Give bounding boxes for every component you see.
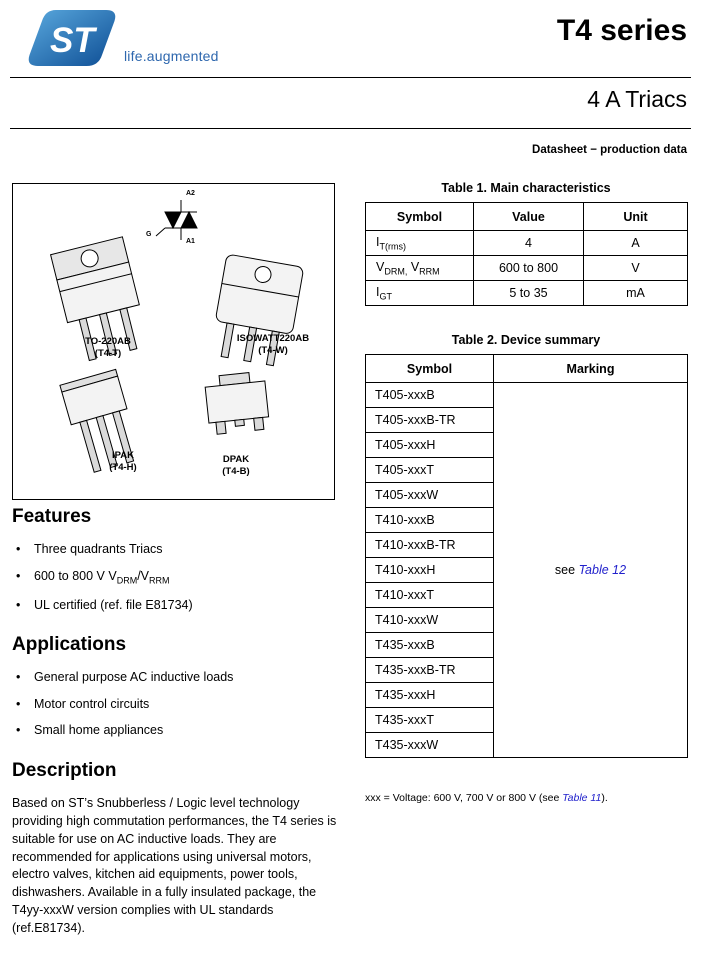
marking-cell [494,383,688,758]
device-symbol-cell: T410-xxxW [366,608,494,633]
feature-item-label: Three quadrants Triacs [34,542,163,556]
device-symbol-cell: T435-xxxB-TR [366,658,494,683]
package-name: DPAK [222,454,250,465]
package-label-isowatt220ab [208,333,338,357]
st-logo [28,8,120,73]
device-symbol-cell: T410-xxxH [366,558,494,583]
device-symbol-cell: T410-xxxT [366,583,494,608]
table1-section [365,181,687,306]
page-subtitle: 4 A Triacs [587,86,687,112]
application-item-label: Motor control circuits [34,696,150,711]
application-item-label: Small home appliances [34,723,164,738]
voltage-footnote [365,792,695,804]
device-symbol-cell: T435-xxxT [366,708,494,733]
table1-main-characteristics [365,202,688,306]
table2-header-row [366,355,688,383]
table1-value-cell: 4 [474,231,584,256]
feature-item [12,568,348,587]
table1-col-value: Value [474,203,584,231]
feature-item-subscript: DRM [116,575,138,585]
device-symbol-cell: T410-xxxB [366,508,494,533]
package-variant: (T4-H) [109,461,137,473]
device-symbol-cell: T405-xxxT [366,458,494,483]
package-name: ISOWATT220AB [236,333,310,344]
package-variant: (T4-B) [222,465,250,477]
applications-heading: Applications [12,634,127,656]
table1-unit-cell: V [584,256,688,281]
subtitle-divider [10,128,691,129]
table1-header-row [366,203,688,231]
package-variant: (T4-W) [258,344,288,356]
package-variant: (T4-T) [94,347,122,359]
device-symbol-cell: T410-xxxB-TR [366,533,494,558]
package-name: IPAK [112,450,134,461]
application-item [12,696,348,713]
feature-item [12,597,348,614]
footnote-prefix: xxx = Voltage: 600 V, 700 V or 800 V (see [365,792,563,804]
package-name: TO-220AB [85,336,131,347]
symbol-subscript: GT [379,291,392,302]
device-symbol-cell: T435-xxxH [366,683,494,708]
page-title: T4 series [556,14,687,47]
symbol-subscript: RRM [419,266,440,277]
marking-prefix: see [554,563,579,577]
device-symbol-cell: T405-xxxW [366,483,494,508]
device-symbol-cell: T435-xxxW [366,733,494,758]
symbol-text: V [376,259,385,274]
table1-row [366,256,688,281]
package-label-ipak [68,450,178,474]
table2-title: Table 2. Device summary [451,333,601,347]
description-heading: Description [12,759,117,781]
device-symbol-cell: T405-xxxB [366,383,494,408]
table1-row [366,281,688,306]
symbol-text: I [376,234,380,249]
table1-title: Table 1. Main characteristics [441,181,611,195]
table1-unit-cell: mA [584,281,688,306]
application-item [12,669,348,686]
header-divider [10,77,691,78]
device-symbol-cell: T435-xxxB [366,633,494,658]
feature-item-label-part: 600 to 800 V V [34,568,117,583]
table1-value-cell: 600 to 800 [474,256,584,281]
table1-value-cell: 5 to 35 [474,281,584,306]
table2-col-marking: Marking [494,355,688,383]
device-symbol-cell: T405-xxxH [366,433,494,458]
features-heading: Features [12,506,92,527]
feature-item [12,541,348,558]
left-column [12,506,348,938]
st-logo-letters: ST [50,21,95,60]
table1-row [366,231,688,256]
description-body: Based on ST’s Snubberless / Logic level technology providing high commutation performances, the T4 series is suitable for use on AC inductive loads. They are recommended for applications using universal motors, electro valves, kitchen aid equipments, power tools, dishwashers. Available in a fully insulated package, the T4yy-xxxW version complies with UL standards (ref.E81734). [12,795,337,935]
table1-col-unit: Unit [584,203,688,231]
feature-item-label-part: /V [137,568,150,583]
footnote-suffix: ). [601,792,608,804]
application-item-label: General purpose AC inductive loads [34,670,234,685]
package-label-to220ab [53,336,163,360]
triac-symbol-icon [156,200,197,240]
table1-symbol-cell [366,231,474,256]
symbol-text: V [407,259,420,274]
table11-link[interactable]: Table 11 [562,792,602,804]
st-logo-graphic [28,8,120,68]
table1-col-symbol: Symbol [366,203,474,231]
triac-g-label: G [146,231,152,238]
device-symbol-cell: T405-xxxB-TR [366,408,494,433]
table1-unit-cell: A [584,231,688,256]
symbol-text: I [376,284,380,299]
symbol-subscript: T(rms) [379,241,406,252]
dpak-drawing [204,371,270,435]
application-item [12,722,348,739]
table2-section [365,333,687,758]
brand-tagline: life.augmented [124,48,219,64]
package-label-dpak [181,454,291,478]
feature-item-subscript: RRM [149,575,170,585]
package-figure [12,183,335,500]
table12-link[interactable]: Table 12 [578,563,627,577]
table1-symbol-cell [366,256,474,281]
table2-device-summary [365,354,688,758]
table2-col-symbol: Symbol [366,355,494,383]
feature-item-label: UL certified (ref. file E81734) [34,597,193,612]
triac-a1-label: A1 [186,238,195,245]
table2-row [366,383,688,408]
triac-a2-label: A2 [186,190,195,197]
table1-symbol-cell [366,281,474,306]
symbol-subscript: DRM, [384,266,408,277]
doc-status: Datasheet − production data [532,144,687,156]
